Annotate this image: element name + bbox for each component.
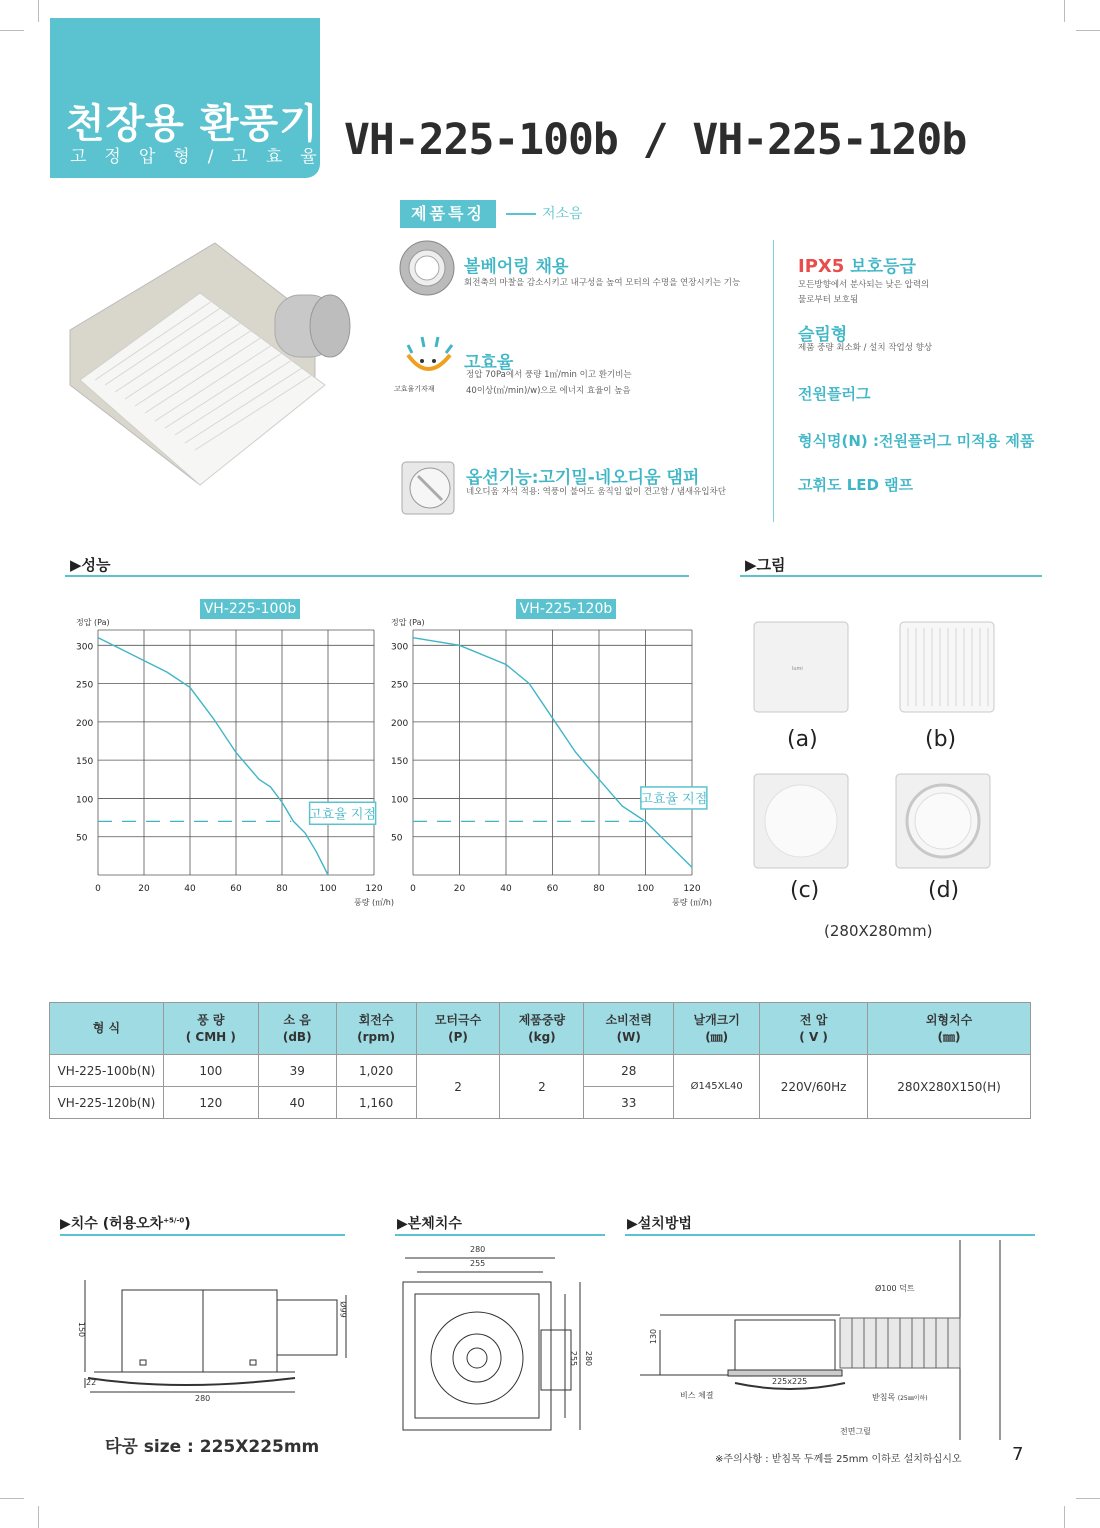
x-tick-label: 80: [276, 884, 288, 894]
table-header: 외형치수 (㎜): [868, 1003, 1031, 1055]
feature-title: 슬림형: [798, 325, 848, 345]
picture-c: [752, 772, 852, 870]
y-tick-label: 200: [76, 718, 94, 729]
feature-desc: 제품 중량 최소화 / 설치 작업성 향상: [798, 343, 933, 353]
table-cell: 40: [258, 1087, 336, 1119]
y-tick-label: 100: [76, 795, 94, 806]
table-cell: 1,020: [336, 1055, 416, 1087]
performance-chart-100b: [60, 605, 400, 915]
x-tick-label: 40: [184, 884, 196, 894]
body-width-inner: 255: [470, 1259, 486, 1268]
picture-d: [894, 772, 994, 870]
table-cell: 120: [163, 1087, 258, 1119]
x-tick-label: 0: [410, 884, 416, 894]
divider: [65, 575, 689, 577]
chart-title: VH-225-100b: [200, 599, 300, 619]
dimension-duct: Ø99: [338, 1301, 348, 1318]
table-header: 형 식: [50, 1003, 164, 1055]
install-screw: 비스 체결: [680, 1391, 714, 1400]
feature-title: 고휘도 LED 램프: [798, 476, 914, 494]
body-height-inner: 255: [569, 1350, 579, 1367]
chart-title: VH-225-120b: [516, 599, 616, 619]
y-tick-label: 300: [391, 642, 409, 653]
features-subtitle: 저소음: [542, 206, 583, 222]
install-duct-label: Ø100 덕트: [875, 1284, 915, 1293]
features-badge: 제품특징: [400, 200, 496, 228]
feature-desc: 모든방향에서 분사되는 낮은 압력의: [798, 280, 930, 290]
feature-title-ipx5: IPX5 보호등급: [798, 256, 916, 277]
section-body-dimensions: ▶본체치수: [397, 1216, 462, 1232]
y-tick-label: 250: [76, 680, 94, 691]
damper-icon: [398, 456, 460, 518]
table-cell: 1,160: [336, 1087, 416, 1119]
y-tick-label: 50: [76, 833, 88, 844]
page-title: 천장용 환풍기: [66, 101, 319, 147]
x-tick-label: 80: [593, 884, 605, 894]
x-tick-label: 40: [500, 884, 512, 894]
table-header: 소 음 (dB): [258, 1003, 336, 1055]
table-cell: 2: [416, 1055, 500, 1119]
crop-mark: [38, 1506, 39, 1528]
y-tick-label: 100: [391, 795, 409, 806]
feature-title: 형식명(N) :전원플러그 미적용 제품: [798, 432, 1035, 450]
install-grill: 전면그릴: [840, 1427, 871, 1436]
section-performance: ▶성능: [70, 556, 111, 574]
y-axis-label: 정압 (Pa): [76, 618, 110, 627]
x-tick-label: 120: [683, 884, 701, 894]
picture-label: (c): [790, 878, 820, 903]
table-header: 회전수 (rpm): [336, 1003, 416, 1055]
picture-label: (b): [925, 727, 957, 752]
y-tick-label: 150: [76, 757, 94, 768]
install-height: 130: [649, 1328, 659, 1345]
table-cell: 39: [258, 1055, 336, 1087]
x-tick-label: 60: [230, 884, 242, 894]
feature-title: 옵션기능:고기밀-네오디움 댐퍼: [466, 468, 700, 488]
feature-title: 전원플러그: [798, 385, 871, 403]
cutout-size: 타공 size : 225X225mm: [105, 1437, 320, 1457]
page-subtitle: 고정압형/고효율: [70, 147, 335, 167]
spec-table: [49, 1002, 1031, 1119]
x-tick-label: 20: [453, 884, 466, 894]
x-tick-label: 120: [365, 884, 383, 894]
crop-mark: [1076, 30, 1100, 31]
side-dimension-drawing: [70, 1270, 360, 1420]
x-axis-label: 풍량 (㎥/h): [671, 898, 713, 907]
picture-size: (280X280mm): [824, 922, 933, 940]
y-tick-label: 250: [391, 680, 409, 691]
crop-mark: [1076, 1498, 1100, 1499]
table-header: 소비전력 (W): [584, 1003, 674, 1055]
annotation-label: 고효율 지점: [309, 807, 377, 823]
feature-desc: 40이상(㎥/min)/w)으로 에너지 효율이 높음: [466, 386, 631, 396]
divider: [773, 240, 774, 522]
body-dimension-drawing: [395, 1250, 595, 1445]
table-cell: 2: [500, 1055, 584, 1119]
picture-label: (d): [928, 878, 960, 903]
table-header: 풍 량 ( CMH ): [163, 1003, 258, 1055]
dimension-base: 22: [86, 1378, 97, 1387]
x-tick-label: 100: [319, 884, 337, 894]
y-tick-label: 300: [76, 642, 94, 653]
table-header: 모터극수 (P): [416, 1003, 500, 1055]
y-tick-label: 50: [391, 833, 403, 844]
feature-title: 고효율: [464, 353, 514, 373]
crop-mark: [38, 0, 39, 22]
feature-desc: 정압 70Pa에서 풍량 1㎥/min 이고 환기비는: [466, 370, 632, 380]
picture-a: [752, 620, 852, 716]
x-tick-label: 100: [636, 884, 655, 894]
table-cell: 28: [584, 1055, 674, 1087]
table-cell: Ø145XL40: [674, 1055, 760, 1119]
dimension-height: 150: [77, 1321, 87, 1338]
table-cell: 280X280X150(H): [868, 1055, 1031, 1119]
y-tick-label: 150: [391, 757, 409, 768]
crop-mark: [1064, 1506, 1065, 1528]
crop-mark: [0, 30, 24, 31]
feature-title: 볼베어링 채용: [464, 257, 569, 277]
body-height-outer: 280: [584, 1350, 594, 1367]
product-illustration: [60, 235, 360, 495]
divider: [60, 1234, 345, 1236]
table-header: 전 압 ( V ): [760, 1003, 868, 1055]
y-axis-label: 정압 (Pa): [391, 618, 425, 627]
x-tick-label: 60: [546, 884, 559, 894]
section-pictures: ▶그림: [745, 556, 786, 574]
divider: [625, 1234, 1035, 1236]
performance-chart-120b: [380, 605, 725, 915]
annotation-label: 고효율 지점: [640, 791, 708, 807]
x-tick-label: 0: [95, 884, 101, 894]
model-title: VH-225-100b / VH-225-120b: [344, 115, 967, 165]
ball-bearing-icon: [398, 238, 456, 298]
install-opening: 225x225: [772, 1377, 808, 1386]
table-cell: VH-225-120b(N): [50, 1087, 164, 1119]
picture-b: [898, 620, 998, 716]
install-drawing: [640, 1240, 1035, 1440]
table-header-row: [50, 1003, 1031, 1055]
page-number: 7: [1012, 1444, 1024, 1465]
install-note: ※주의사항 : 받침목 두께를 25mm 이하로 설치하십시오: [715, 1454, 962, 1465]
dimension-width: 280: [195, 1394, 211, 1403]
table-header: 제품중량 (kg): [500, 1003, 584, 1055]
x-tick-label: 20: [138, 884, 150, 894]
x-axis-label: 풍량 (㎥/h): [353, 898, 395, 907]
divider: [740, 575, 1042, 577]
table-cell: 33: [584, 1087, 674, 1119]
y-tick-label: 200: [391, 718, 409, 729]
table-header: 날개크기 (㎜): [674, 1003, 760, 1055]
table-cell: 220V/60Hz: [760, 1055, 868, 1119]
feature-desc: 네오디움 자석 적용: 역풍이 불어도 움직임 없이 견고함 / 냄새유입차단: [466, 487, 726, 497]
install-support: 받침목 (25㎜이하): [872, 1393, 928, 1402]
efficiency-smile-icon: [400, 333, 456, 385]
efficiency-icon-label: 고효율기자재: [394, 385, 435, 393]
divider: [506, 213, 536, 215]
section-install: ▶설치방법: [627, 1216, 692, 1232]
table-row: [50, 1055, 1031, 1087]
table-cell: 100: [163, 1055, 258, 1087]
divider: [395, 1234, 605, 1236]
section-dimensions: ▶치수 (허용오차$^{+5/-0}$): [60, 1216, 191, 1232]
table-cell: VH-225-100b(N): [50, 1055, 164, 1087]
feature-desc: 회전축의 마찰을 감소시키고 내구성을 높여 모터의 수명을 연장시키는 기능: [464, 278, 741, 288]
crop-mark: [1064, 0, 1065, 22]
svg-text:lumi: lumi: [792, 666, 803, 672]
crop-mark: [0, 1498, 24, 1499]
feature-desc: 물로부터 보호됨: [798, 295, 859, 305]
series-line: [98, 638, 328, 875]
body-width-outer: 280: [470, 1245, 486, 1254]
picture-label: (a): [787, 727, 818, 752]
